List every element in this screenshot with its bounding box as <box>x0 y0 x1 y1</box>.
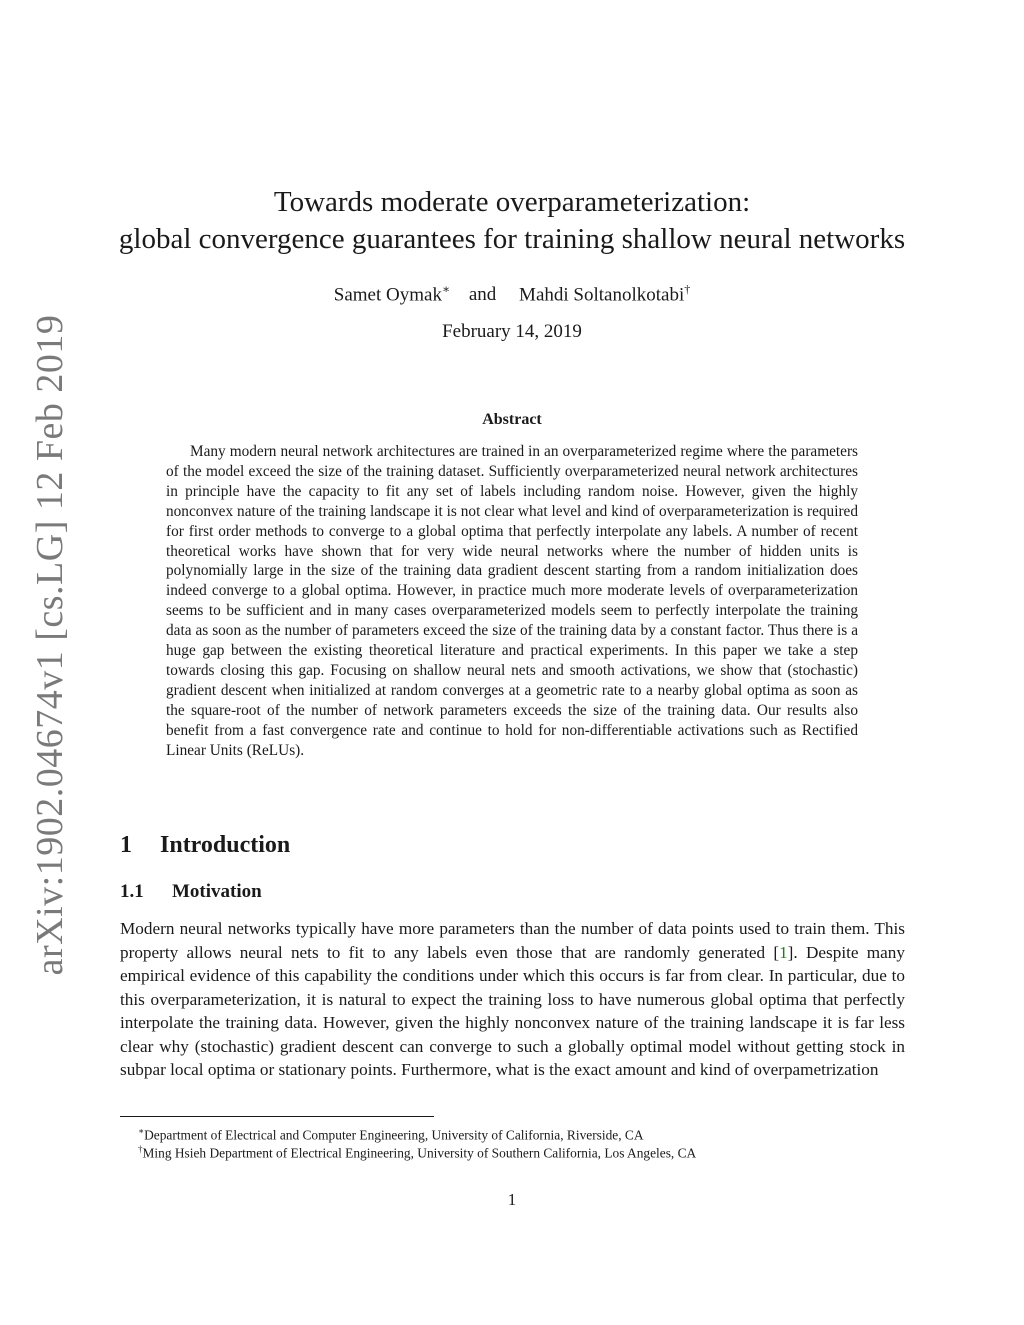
body-paragraph <box>120 917 905 1082</box>
author-list <box>0 282 1024 306</box>
footnote-2 <box>138 1140 696 1162</box>
footnote-text: Ming Hsieh Department of Electrical Engineering, University of Southern California, Los Angeles, CA <box>142 1145 697 1161</box>
abstract-body: Many modern neural network architectures are trained in an overparameterized regime where the parameters of the model exceed the size of the training dataset. Sufficiently overparameterized neural network architectures in principle have the capacity to fit any set of labels including random noise. However, given the highly nonconvex nature of the training landscape it is not clear what level and kind of overparameterization is required for first order methods to converge to a global optima that perfectly interpolate any labels. A number of recent theoretical works have shown that for very wide neural networks where the number of hidden units is polynomially large in the size of the training data gradient descent starting from a random initialization does indeed converge to a global optima. However, in practice much more moderate levels of overparameterization seems to be sufficient and in many cases overparameterized models seem to perfectly interpolate the training data as soon as the number of parameters exceed the size of the training data by a constant factor. Thus there is a huge gap between the existing theoretical literature and practical experiments. In this paper we take a step towards closing this gap. Focusing on shallow neural nets and smooth activations, we show that (stochastic) gradient descent when initialized at random converges at a geometric rate to a nearby global optima as soon as the square-root of the number of network parameters exceeds the size of the training data. Our results also benefit from a fast convergence rate and continue to hold for non-differentiable activations such as Rectified Linear Units (ReLUs). <box>166 443 858 759</box>
author-footnote-mark[interactable]: † <box>684 282 691 296</box>
footnote-mark: † <box>138 1144 143 1154</box>
body-text-part-1: Modern neural networks typically have more parameters than the number of data points used to train them. This property allows neural nets to fit to any labels even those that are randomly generated [ <box>120 919 905 962</box>
footnote-mark: ∗ <box>138 1126 145 1136</box>
subsection-title: Motivation <box>172 881 262 902</box>
section-heading <box>120 832 290 859</box>
citation-link[interactable]: 1 <box>779 942 788 962</box>
paper-title <box>0 184 1024 258</box>
author-name: Samet Oymak <box>333 284 442 306</box>
section-number: 1 <box>120 832 132 858</box>
footnote-divider <box>120 1116 434 1117</box>
body-text-part-2: ]. Despite many empirical evidence of this capability the conditions under which this occurs is far from clear. In particular, due to this overparameterization, it is natural to expect the training loss to have numerous global optima that perfectly interpolate the training data. However, given the highly nonconvex nature of the training landscape it is far less clear why (stochastic) gradient descent can converge to such a globally optimal model without getting stock in subpar local optima or stationary points. Furthermore, what is the exact amount and kind of overpametrization <box>120 942 905 1079</box>
subsection-number: 1.1 <box>120 881 144 902</box>
title-line-2: global convergence guarantees for training shallow neural networks <box>118 223 906 255</box>
author-name: Mahdi Soltanolkotabi <box>519 284 685 306</box>
footnote-text: Department of Electrical and Computer Engineering, University of California, Riverside, CA <box>144 1127 644 1143</box>
arxiv-identifier-stamp: arXiv:1902.04674v1 [cs.LG] 12 Feb 2019 <box>29 314 71 976</box>
subsection-heading <box>120 881 262 903</box>
title-line-1: Towards moderate overparameterization: <box>273 186 751 218</box>
abstract-heading: Abstract <box>482 411 542 428</box>
section-title: Introduction <box>160 832 291 858</box>
author-conjunction: and <box>468 284 497 306</box>
author-footnote-mark[interactable]: ∗ <box>441 282 451 296</box>
page-number: 1 <box>507 1190 517 1209</box>
publication-date: February 14, 2019 <box>442 321 582 342</box>
